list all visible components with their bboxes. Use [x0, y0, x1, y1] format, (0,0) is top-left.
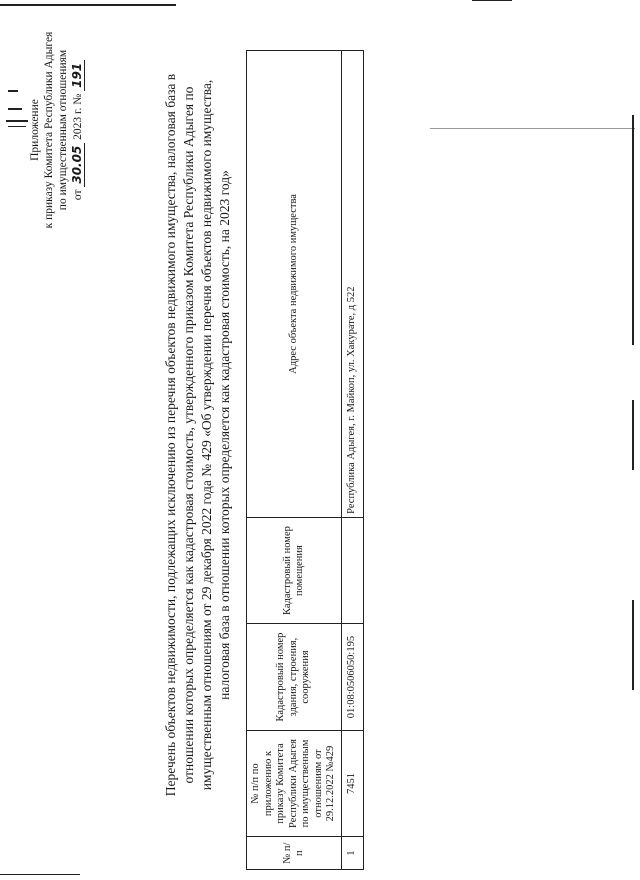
table-header-row — [247, 51, 342, 870]
cell-building-cadastral: 01:08:0506050:195 — [342, 624, 364, 730]
header-item-number: № п/п — [247, 837, 342, 870]
annex-date-prefix: от — [72, 189, 84, 201]
annex-committee-line: по имущественным отношениям — [57, 49, 69, 211]
cell-item-number: 1 — [342, 837, 364, 870]
annex-number-handwritten: 191 — [70, 60, 85, 91]
scan-edge-line — [632, 115, 634, 345]
annex-title: Приложение — [29, 99, 41, 161]
scan-edge-line — [0, 4, 176, 6]
property-table — [246, 50, 364, 870]
header-premises-cadastral: Кадастровый номер помещения — [247, 517, 342, 623]
header-reference-number: № п/п по приложению к приказу Комитета Республики Адыгея по имущественным отношениям от 29.12.2022 №429 — [247, 730, 342, 836]
scan-edge-line — [472, 0, 512, 1]
scan-mark — [430, 128, 635, 129]
scan-edge-line — [632, 400, 634, 470]
annex-date-line — [70, 15, 85, 245]
table-row — [342, 51, 364, 870]
header-address: Адрес объекта недвижимого имущества — [247, 51, 342, 518]
header-building-cadastral: Кадастровый номер здания, строения, сооружения — [247, 624, 342, 730]
annex-date-handwritten: 30.05 — [70, 143, 85, 187]
scan-edge-line — [632, 600, 634, 690]
cell-premises-cadastral — [342, 517, 364, 623]
scan-edge-line — [0, 874, 80, 875]
cell-address: Республика Адыгея, г. Майкоп, ул. Хакурате, д 522 — [342, 51, 364, 518]
scan-mark — [8, 126, 26, 127]
scan-mark — [8, 90, 18, 92]
annex-block — [28, 15, 85, 245]
scan-mark — [8, 108, 22, 110]
document-heading: Перечень объектов недвижимости, подлежащих исключению из перечня объектов недвижимого имущества, налоговая база в отношении которых определяется как кадастровая стоимость, утвержденного приказом Комитета Республики Адыгея по имущественным отношениям от 29 декабря 2022 года № 429 «Об утверждении перечня объектов недвижимого имущества, налоговая база в отношении которых определяется как кадастровая стоимость, на 2023 год» — [163, 73, 232, 797]
cell-reference-number: 7451 — [342, 730, 364, 836]
annex-order-line: к приказу Комитета Республики Адыгея — [43, 31, 55, 229]
document-page — [10, 10, 630, 870]
annex-year-label: 2023 г. № — [72, 93, 84, 140]
scan-mark — [6, 120, 28, 122]
